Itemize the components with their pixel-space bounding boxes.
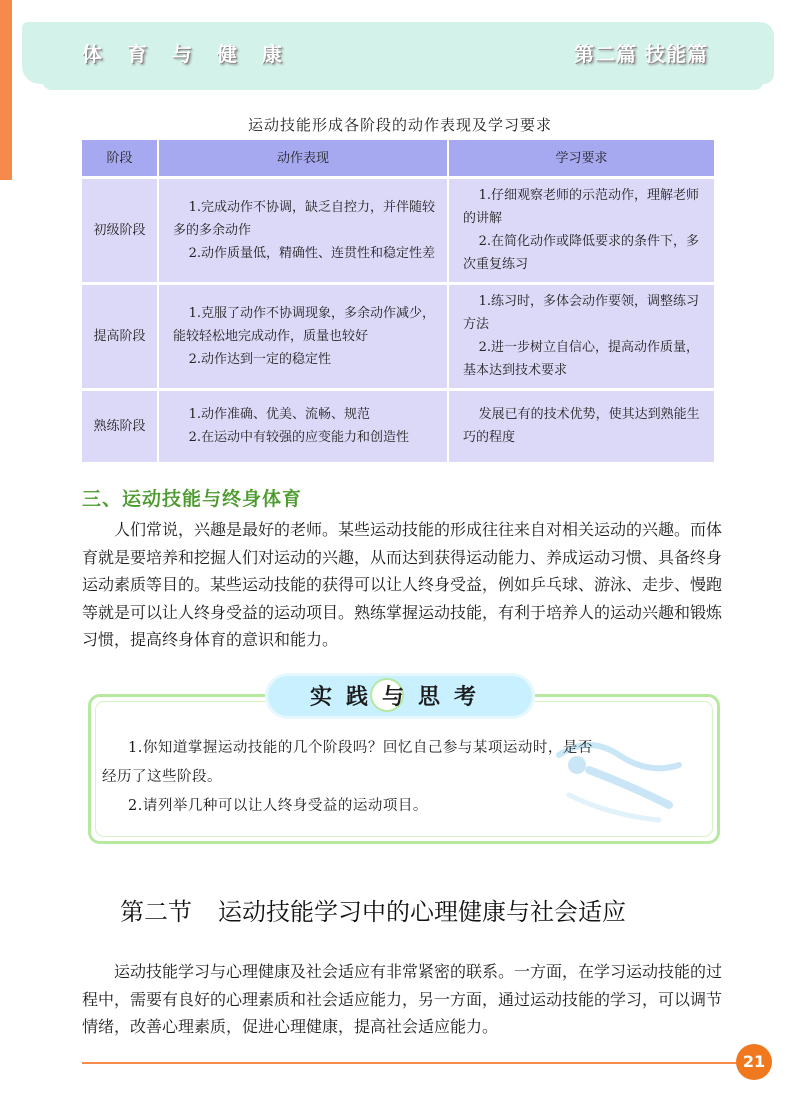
- section-heading-lifelong-sports: 三、运动技能与终身体育: [82, 488, 303, 510]
- actions-cell: [158, 178, 448, 284]
- side-accent-strip: [0, 0, 12, 180]
- table-caption: 运动技能形成各阶段的动作表现及学习要求: [247, 116, 552, 134]
- part-title: 第二篇 技能篇: [574, 42, 708, 66]
- practice-banner-label: 实践与思考: [309, 685, 490, 710]
- practice-question-1-continued: 经历了这些阶段。: [102, 769, 222, 785]
- cell-text: 2.动作质量低，精确性、连贯性和稳定性差: [188, 245, 435, 261]
- cell-text: 发展已有的技术优势，使其达到熟能生巧的程度: [463, 407, 700, 445]
- cell-text: 1.完成动作不协调，缺乏自控力，并伴随较多的多余动作: [173, 199, 435, 238]
- section-title-text: 运动技能学习中的心理健康与社会适应: [218, 898, 626, 926]
- column-header-stage: 阶段: [82, 140, 158, 178]
- book-title: 体 育 与 健 康: [82, 42, 291, 66]
- stage-cell: 熟练阶段: [82, 390, 158, 464]
- section-paragraph: 人们常说，兴趣是最好的老师。某些运动技能的形成往往来自对相关运动的兴趣。而体育就是要培养和挖掘人们对运动的兴趣，从而达到获得运动能力、养成运动习惯、具备终身运动素质等目的。某些运动技能的获得可以让人终身受益，例如乒乓球、游泳、走步、慢跑等就是可以让人终身受益的运动项目。熟练掌握运动技能，有利于培养人的运动兴趣和锻炼习惯，提高终身体育的意识和能力。: [82, 520, 723, 649]
- practice-question-1: 1.你知道掌握运动技能的几个阶段吗？回忆自己参与某项运动时，是否: [128, 740, 593, 756]
- page-number-badge: 21: [736, 1044, 772, 1080]
- actions-cell: [158, 284, 448, 390]
- section-title: [120, 892, 626, 927]
- stage-cell: 初级阶段: [82, 178, 158, 284]
- cell-text: 1.练习时，多体会动作要领，调整练习方法: [463, 294, 699, 332]
- cell-text: 1.克服了动作不协调现象，多余动作减少，能较轻松地完成动作，质量也较好: [173, 305, 435, 344]
- actions-cell: [158, 390, 448, 464]
- section-paragraph: 运动技能学习与心理健康及社会适应有非常紧密的联系。一方面，在学习运动技能的过程中，需要有良好的心理素质和社会适应能力，另一方面，通过运动技能的学习，可以调节情绪，改善心理素质，促进心理健康，提高社会适应能力。: [82, 962, 723, 1036]
- table-row: [82, 284, 714, 390]
- section-number: 第二节: [120, 898, 192, 926]
- cell-text: 2.在简化动作或降低要求的条件下，多次重复练习: [463, 234, 699, 272]
- requirements-cell: [448, 390, 714, 464]
- cell-text: 1.仔细观察老师的示范动作，理解老师的讲解: [463, 188, 699, 226]
- cell-text: 2.进一步树立自信心，提高动作质量，基本达到技术要求: [463, 340, 699, 378]
- column-header-requirements: 学习要求: [448, 140, 714, 178]
- requirements-cell: [448, 178, 714, 284]
- requirements-cell: [448, 284, 714, 390]
- footer-rule: [82, 1062, 742, 1064]
- practice-question-2: 2.请列举几种可以让人终身受益的运动项目。: [128, 798, 428, 814]
- cell-text: 2.在运动中有较强的应变能力和创造性: [188, 430, 409, 445]
- table-header-row: [82, 140, 714, 178]
- cell-text: 2.动作达到一定的稳定性: [188, 351, 331, 367]
- table-row: [82, 390, 714, 464]
- table-row: [82, 178, 714, 284]
- skill-stages-table: [82, 140, 714, 465]
- column-header-actions: 动作表现: [158, 140, 448, 178]
- stage-cell: 提高阶段: [82, 284, 158, 390]
- cell-text: 1.动作准确、优美、流畅、规范: [188, 407, 370, 422]
